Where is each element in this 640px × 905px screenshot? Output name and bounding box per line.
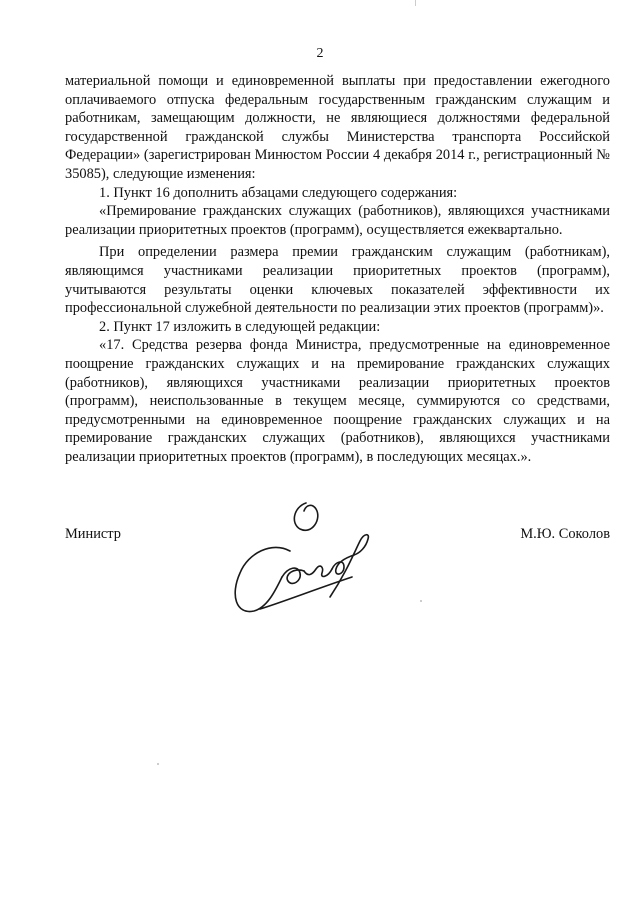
scan-speck <box>420 600 422 602</box>
document-body <box>65 72 610 466</box>
page-number: 2 <box>316 46 324 61</box>
paragraph-item-1: 1. Пункт 16 дополнить абзацами следующего содержания: <box>99 184 458 201</box>
paragraph-quote-1: «Премирование гражданских служащих (работников), являющихся участниками реализации приоритетных проектов (программ), осуществляется ежеквартально. <box>65 203 610 238</box>
signer-position: Министр <box>65 526 121 542</box>
signature-block <box>65 517 610 627</box>
paragraph-item-2: 2. Пункт 17 изложить в следующей редакции: <box>99 318 381 335</box>
scan-speck <box>157 763 159 765</box>
signer-name: М.Ю. Соколов <box>520 526 610 542</box>
handwritten-signature <box>220 493 390 623</box>
scan-mark <box>415 0 416 6</box>
paragraph-quote-2: При определении размера премии гражданским служащим (работникам), являющимся участниками реализации приоритетных проектов (программ), учитываются результаты оценки ключевых показателей эффективности их профессиональной служебной деятельности по реализации этих проектов (программ)». <box>65 244 610 317</box>
paragraph-continuation: материальной помощи и единовременной выплаты при предоставлении ежегодного оплачиваемого отпуска федеральным государственным гражданским служащим и работникам, замещающим должности, не являющиеся должностями федеральной государственной гражданской службы Министерства транспорта Российской Федерации» (зарегистрирован Минюстом России 4 декабря 2014 г., регистрационный № 35085), следующие изменения: <box>65 73 610 182</box>
paragraph-quote-3: «17. Средства резерва фонда Министра, предусмотренные на единовременное поощрение гражданских служащих и на премирование гражданских служащих (работников), являющихся участниками реализации приоритетных проектов (программ), неиспользованные в текущем месяце, суммируются со средствами, предусмотренными на единовременное поощрение гражданских служащих и на премирование гражданских служащих (работников), являющихся участниками реализации приоритетных проектов (программ), в последующих месяцах.». <box>65 337 610 465</box>
